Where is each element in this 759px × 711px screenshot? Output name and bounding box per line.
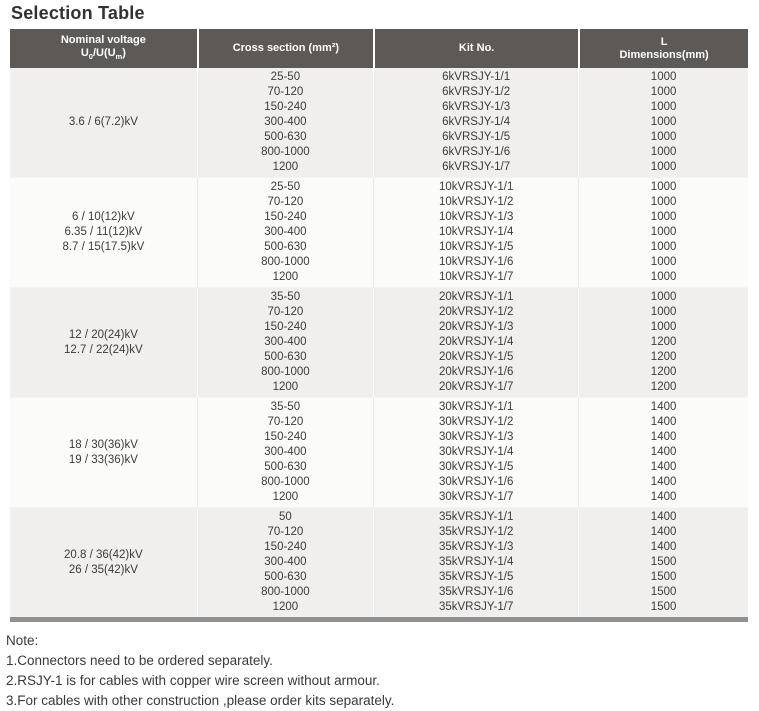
u-symbol-pre: U xyxy=(80,46,89,59)
voltage-cell xyxy=(10,508,197,617)
kit-no-value: 35kVRSJY-1/1 xyxy=(438,511,514,523)
kit-no-value: 10kVRSJY-1/3 xyxy=(438,211,514,223)
l-dimension-cell xyxy=(578,398,748,507)
l-dimension-value: 1000 xyxy=(650,196,677,208)
cross-section-value: 150-240 xyxy=(264,321,307,333)
cross-section-value: 300-400 xyxy=(264,446,307,458)
kit-no-value: 6kVRSJY-1/5 xyxy=(442,131,511,143)
header-cross-section-label: Cross section (mm²) xyxy=(232,42,340,54)
kit-no-cell xyxy=(373,178,578,287)
l-dimension-value: 1000 xyxy=(650,291,677,303)
kit-no-value: 30kVRSJY-1/6 xyxy=(438,476,514,488)
header-nominal-voltage-line2 xyxy=(10,47,197,63)
voltage-label: 8.7 / 15(17.5)kV xyxy=(62,241,145,253)
voltage-cell xyxy=(10,398,197,507)
kit-no-value: 35kVRSJY-1/4 xyxy=(438,556,514,568)
table-group-row-2 xyxy=(10,177,748,287)
kit-no-value: 30kVRSJY-1/5 xyxy=(438,461,514,473)
cross-section-value: 1200 xyxy=(272,161,299,173)
l-dimension-value: 1500 xyxy=(650,556,677,568)
kit-no-value: 6kVRSJY-1/7 xyxy=(442,161,511,173)
l-dimension-value: 1400 xyxy=(650,491,677,503)
table-bottom-bar xyxy=(10,617,748,622)
l-dimension-value: 1000 xyxy=(650,86,677,98)
l-dimension-value: 1000 xyxy=(650,161,677,173)
notes-section xyxy=(6,631,759,711)
kit-no-value: 10kVRSJY-1/4 xyxy=(438,226,514,238)
l-dimension-value: 1000 xyxy=(650,271,677,283)
l-dimension-value: 1000 xyxy=(650,306,677,318)
kit-no-value: 20kVRSJY-1/7 xyxy=(438,381,514,393)
voltage-cell xyxy=(10,178,197,287)
l-dimension-value: 1000 xyxy=(650,116,677,128)
voltage-label: 3.6 / 6(7.2)kV xyxy=(68,116,138,128)
cross-section-value: 500-630 xyxy=(264,461,307,473)
page-title: Selection Table xyxy=(11,3,145,23)
cross-section-value: 70-120 xyxy=(267,416,304,428)
kit-no-value: 35kVRSJY-1/5 xyxy=(438,571,514,583)
kit-no-value: 10kVRSJY-1/7 xyxy=(438,271,514,283)
kit-no-value: 10kVRSJY-1/1 xyxy=(438,181,514,193)
l-dimension-value: 1400 xyxy=(650,431,677,443)
cross-section-value: 500-630 xyxy=(264,131,307,143)
l-dimension-value: 1000 xyxy=(650,256,677,268)
voltage-label: 26 / 35(42)kV xyxy=(68,563,138,576)
cross-section-value: 300-400 xyxy=(264,116,307,128)
header-kit-no xyxy=(373,29,578,68)
voltage-label: 19 / 33(36)kV xyxy=(68,453,138,466)
l-dimension-value: 1200 xyxy=(650,351,677,363)
voltage-label: 20.8 / 36(42)kV xyxy=(64,548,143,561)
cross-section-cell xyxy=(197,68,373,177)
l-dimension-cell xyxy=(578,178,748,287)
l-dimension-value: 1000 xyxy=(650,131,677,143)
l-dimension-value: 1400 xyxy=(650,461,677,473)
kit-no-value: 10kVRSJY-1/5 xyxy=(438,241,514,253)
l-dimension-value: 1000 xyxy=(650,101,677,113)
table-group-row-1 xyxy=(10,68,748,177)
cross-section-value: 500-630 xyxy=(264,571,307,583)
header-l-dimensions-line2: Dimensions(mm) xyxy=(619,48,709,61)
cross-section-value: 35-50 xyxy=(270,291,301,303)
l-dimension-value: 1400 xyxy=(650,476,677,488)
voltage-label: 6.35 / 11(12)kV xyxy=(64,226,143,238)
kit-no-value: 6kVRSJY-1/2 xyxy=(442,86,511,98)
kit-no-value: 30kVRSJY-1/4 xyxy=(438,446,514,458)
kit-no-value: 20kVRSJY-1/4 xyxy=(438,336,514,348)
note-item-3: 3.For cables with other construction ,please order kits separately. xyxy=(6,693,395,708)
u-symbol-mid: /U(U xyxy=(92,46,116,59)
u-symbol-subm: m xyxy=(115,52,123,62)
cross-section-value: 1200 xyxy=(272,601,299,613)
u-symbol-post: ) xyxy=(122,46,126,59)
kit-no-value: 35kVRSJY-1/2 xyxy=(438,526,514,538)
cross-section-cell xyxy=(197,398,373,507)
l-dimension-value: 1400 xyxy=(650,401,677,413)
kit-no-value: 30kVRSJY-1/2 xyxy=(438,416,514,428)
kit-no-value: 6kVRSJY-1/1 xyxy=(442,71,511,83)
l-dimension-value: 1000 xyxy=(650,211,677,223)
cross-section-value: 25-50 xyxy=(270,181,301,193)
l-dimension-value: 1000 xyxy=(650,181,677,193)
cross-section-value: 500-630 xyxy=(264,351,307,363)
selection-table xyxy=(10,29,748,622)
l-dimension-value: 1500 xyxy=(650,601,677,613)
kit-no-value: 30kVRSJY-1/7 xyxy=(438,491,514,503)
voltage-label: 6 / 10(12)kV xyxy=(72,211,135,223)
l-dimension-cell xyxy=(578,68,748,177)
cross-section-value: 300-400 xyxy=(264,226,307,238)
header-nominal-voltage-line1: Nominal voltage xyxy=(60,33,146,46)
kit-no-cell xyxy=(373,288,578,397)
l-dimension-value: 1000 xyxy=(650,226,677,238)
cross-section-value: 70-120 xyxy=(267,86,304,98)
kit-no-value: 35kVRSJY-1/7 xyxy=(438,601,514,613)
l-dimension-value: 1000 xyxy=(650,321,677,333)
l-dimension-value: 1200 xyxy=(650,336,677,348)
l-dimension-value: 1400 xyxy=(650,541,677,553)
table-header xyxy=(10,29,748,68)
cross-section-value: 500-630 xyxy=(264,241,307,253)
kit-no-value: 6kVRSJY-1/4 xyxy=(442,116,511,128)
l-dimension-value: 1000 xyxy=(650,146,677,158)
kit-no-value: 30kVRSJY-1/1 xyxy=(438,401,514,413)
cross-section-value: 800-1000 xyxy=(261,366,310,378)
cross-section-value: 1200 xyxy=(272,271,299,283)
cross-section-cell xyxy=(197,178,373,287)
table-group-row-4 xyxy=(10,397,748,507)
note-heading: Note: xyxy=(6,633,39,648)
kit-no-value: 6kVRSJY-1/6 xyxy=(442,146,511,158)
l-dimension-value: 1500 xyxy=(650,571,677,583)
kit-no-cell xyxy=(373,508,578,617)
kit-no-value: 20kVRSJY-1/5 xyxy=(438,351,514,363)
voltage-label: 12 / 20(24)kV xyxy=(68,328,138,341)
l-dimension-value: 1400 xyxy=(650,446,677,458)
table-group-row-5 xyxy=(10,507,748,617)
cross-section-value: 35-50 xyxy=(270,401,301,413)
voltage-label: 12.7 / 22(24)kV xyxy=(64,343,143,356)
table-group-row-3 xyxy=(10,287,748,397)
l-dimension-cell xyxy=(578,508,748,617)
cross-section-value: 150-240 xyxy=(264,101,307,113)
l-dimension-value: 1500 xyxy=(650,586,677,598)
cross-section-value: 800-1000 xyxy=(261,146,310,158)
cross-section-value: 25-50 xyxy=(270,71,301,83)
kit-no-value: 35kVRSJY-1/6 xyxy=(438,586,514,598)
kit-no-value: 20kVRSJY-1/1 xyxy=(438,291,514,303)
cross-section-value: 150-240 xyxy=(264,211,307,223)
kit-no-value: 6kVRSJY-1/3 xyxy=(442,101,511,113)
cross-section-value: 50 xyxy=(278,511,292,523)
l-dimension-cell xyxy=(578,288,748,397)
header-kit-no-label: Kit No. xyxy=(458,42,495,54)
page xyxy=(0,3,759,708)
u-symbol-sub0: 0 xyxy=(88,52,93,62)
note-item-1: 1.Connectors need to be ordered separately. xyxy=(6,653,273,668)
cross-section-value: 70-120 xyxy=(267,196,304,208)
l-dimension-value: 1000 xyxy=(650,241,677,253)
cross-section-value: 800-1000 xyxy=(261,256,310,268)
cross-section-value: 150-240 xyxy=(264,431,307,443)
l-dimension-value: 1200 xyxy=(650,366,677,378)
cross-section-cell xyxy=(197,288,373,397)
kit-no-value: 20kVRSJY-1/2 xyxy=(438,306,514,318)
l-dimension-value: 1400 xyxy=(650,526,677,538)
cross-section-cell xyxy=(197,508,373,617)
cross-section-value: 70-120 xyxy=(267,526,304,538)
kit-no-cell xyxy=(373,68,578,177)
header-l-dimensions xyxy=(578,29,748,68)
cross-section-value: 300-400 xyxy=(264,336,307,348)
kit-no-value: 10kVRSJY-1/2 xyxy=(438,196,514,208)
cross-section-value: 70-120 xyxy=(267,306,304,318)
kit-no-value: 30kVRSJY-1/3 xyxy=(438,431,514,443)
voltage-label: 18 / 30(36)kV xyxy=(68,438,138,451)
cross-section-value: 150-240 xyxy=(264,541,307,553)
kit-no-value: 20kVRSJY-1/6 xyxy=(438,366,514,378)
kit-no-value: 10kVRSJY-1/6 xyxy=(438,256,514,268)
table-body xyxy=(10,68,748,617)
voltage-cell xyxy=(10,288,197,397)
l-dimension-value: 1400 xyxy=(650,416,677,428)
header-nominal-voltage xyxy=(10,29,197,68)
cross-section-value: 300-400 xyxy=(264,556,307,568)
header-l-dimensions-line1: L xyxy=(660,35,668,48)
header-cross-section xyxy=(197,29,373,68)
l-dimension-value: 1200 xyxy=(650,381,677,393)
kit-no-value: 20kVRSJY-1/3 xyxy=(438,321,514,333)
kit-no-cell xyxy=(373,398,578,507)
note-item-2: 2.RSJY-1 is for cables with copper wire screen without armour. xyxy=(6,673,380,688)
l-dimension-value: 1000 xyxy=(650,71,677,83)
cross-section-value: 800-1000 xyxy=(261,586,310,598)
cross-section-value: 1200 xyxy=(272,491,299,503)
l-dimension-value: 1400 xyxy=(650,511,677,523)
cross-section-value: 1200 xyxy=(272,381,299,393)
voltage-cell xyxy=(10,68,197,177)
cross-section-value: 800-1000 xyxy=(261,476,310,488)
kit-no-value: 35kVRSJY-1/3 xyxy=(438,541,514,553)
